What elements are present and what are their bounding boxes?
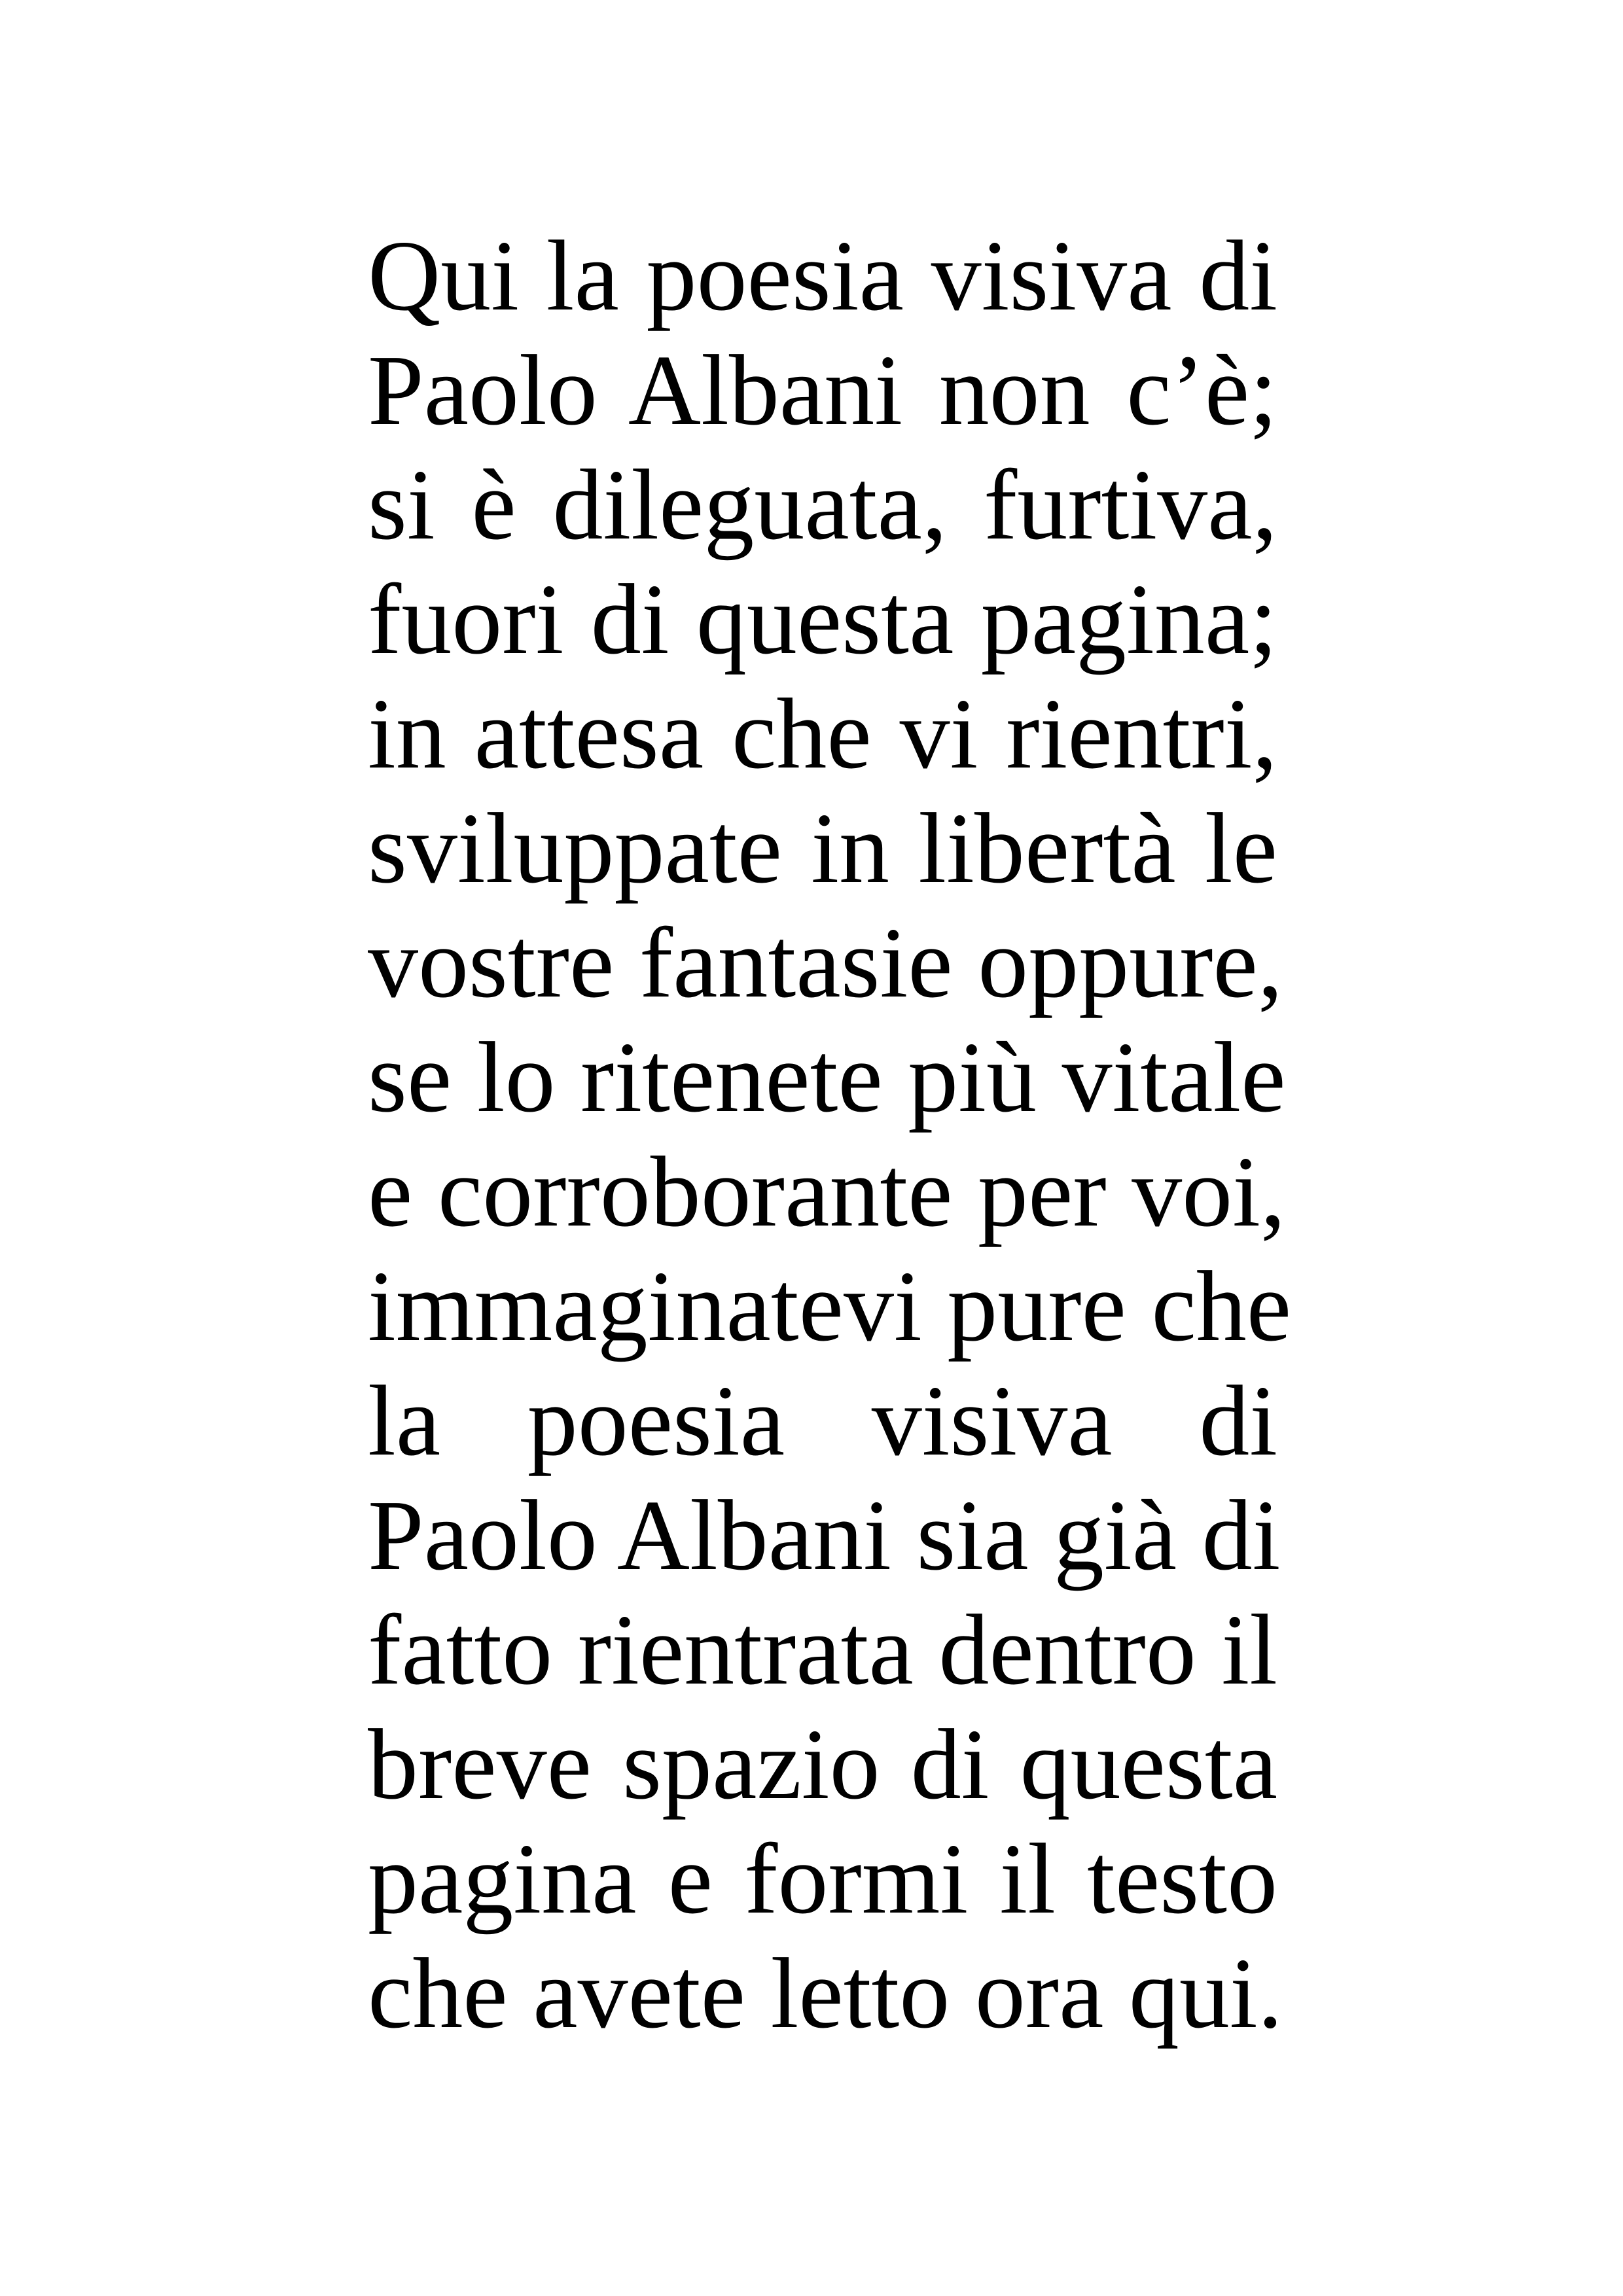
poem-line: la poesia visiva di [368, 1366, 1277, 1477]
poem-line: breve spazio di questa [368, 1709, 1277, 1820]
poem-line: in attesa che vi rientri, [368, 679, 1277, 790]
poem-line: e corroborante per voi, [368, 1137, 1286, 1248]
poem-line: Qui la poesia visiva di [368, 221, 1277, 332]
poem-line: Paolo Albani non c’è; [368, 335, 1277, 446]
poem-line: si è dileguata, furtiva, [368, 450, 1277, 561]
poem-line: immaginatevi pure che [368, 1251, 1292, 1362]
poem-line: se lo ritenete più vitale [368, 1022, 1286, 1133]
poem-line: fatto rientrata dentro il [368, 1595, 1277, 1706]
poem-line-last: che avete letto ora qui. [368, 1938, 1283, 2049]
poem-line: fuori di questa pagina; [368, 564, 1277, 675]
poem-line: sviluppate in libertà le [368, 793, 1277, 904]
poem-line: vostre fantasie oppure, [368, 908, 1283, 1019]
poem-line: Paolo Albani sia già di [368, 1480, 1281, 1591]
poem-text-block [368, 219, 1292, 2051]
poem-line: pagina e formi il testo [368, 1824, 1277, 1935]
